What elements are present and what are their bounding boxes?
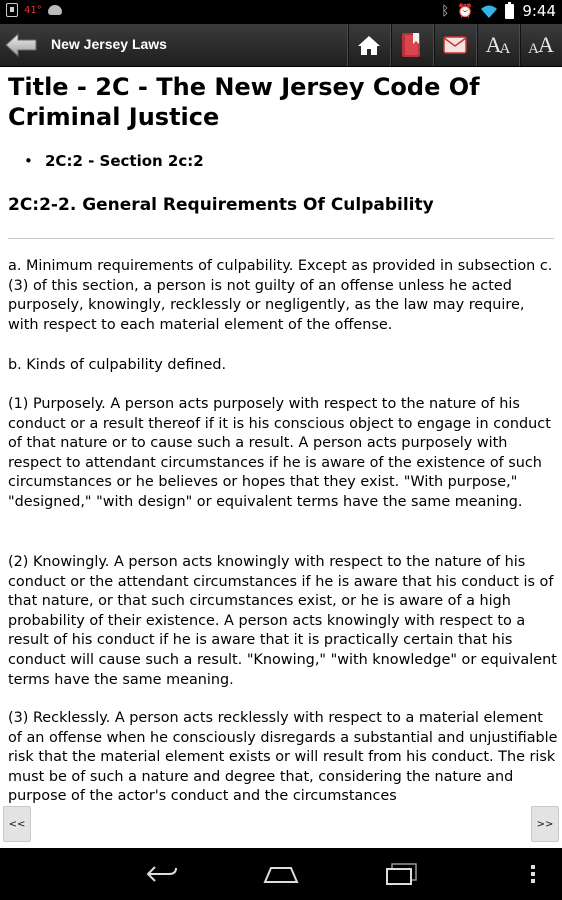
nav-menu-button[interactable] [518, 860, 548, 888]
nav-back-button[interactable] [142, 860, 182, 888]
alarm-icon: ⏰ [457, 3, 474, 19]
pager-bar [0, 804, 562, 848]
temperature-text: 41° [24, 4, 42, 16]
home-button[interactable] [347, 24, 390, 66]
font-decrease-icon: A A [485, 32, 511, 57]
android-debug-icon [48, 5, 62, 15]
paragraph-knowingly: (2) Knowingly. A person acts knowingly with respect to the nature of his conduct or the attendant circumstances if he is aware that his conduct is of that nature, or that such circumstances exist, or he is aware of a high probability of their existence. A person acts knowingly with respect to a result of his conduct if he is aware that it is practically certain that his conduct will cause such a result. "Knowing," "with knowledge" or equivalent terms have the same meaning. [8, 554, 557, 688]
mail-button[interactable] [433, 24, 476, 66]
recent-apps-icon [384, 862, 418, 886]
section-heading: 2C:2-2. General Requirements Of Culpability [8, 195, 434, 215]
overflow-menu-icon [530, 864, 536, 884]
action-bar [0, 24, 562, 67]
clock-time: 9:44 [522, 2, 556, 20]
paragraph-purposely: (1) Purposely. A person acts purposely with respect to the nature of his conduct or a result thereof if it is his conscious object to engage in conduct of that nature or to cause such a result. A person acts purposely with respect to attendant circumstances if he is aware of the existence of such circumstances or he believes or hopes that they exist. "With purpose," "designed," "with design" or equivalent terms have the same meaning. [8, 396, 551, 510]
law-content[interactable] [0, 66, 562, 804]
back-button[interactable] [4, 31, 38, 59]
previous-page-button[interactable]: << [3, 806, 31, 842]
nav-recent-apps-button[interactable] [381, 860, 421, 888]
next-page-button[interactable]: >> [531, 806, 559, 842]
law-title: Title - 2C - The New Jersey Code Of Criminal Justice [8, 73, 480, 131]
paragraph-recklessly: (3) Recklessly. A person acts recklessly with respect to a material element of an offense when he consciously disregards a substantial and unjustifiable risk that the material element exists or will result from his conduct. The risk must be of such a nature and degree that, considering the nature and purpose of the actor's conduct and the circumstances [8, 710, 558, 804]
system-navigation-bar [0, 848, 562, 900]
section-bullet-item[interactable]: • 2C:2 - Section 2c:2 [28, 152, 204, 170]
font-decrease-button[interactable] [476, 24, 519, 66]
wifi-icon [481, 5, 497, 18]
paragraph-b: b. Kinds of culpability defined. [8, 357, 227, 373]
back-arrow-icon [4, 31, 38, 59]
mail-icon [443, 36, 467, 54]
bookmark-button[interactable] [390, 24, 433, 66]
status-bar [0, 0, 562, 24]
divider [8, 238, 554, 239]
bluetooth-icon: ᛒ [441, 3, 450, 19]
bookmark-icon [401, 32, 423, 58]
font-increase-button[interactable] [519, 24, 562, 66]
nav-home-button[interactable] [261, 860, 301, 888]
font-increase-icon: A A [528, 32, 554, 57]
home-icon [357, 34, 381, 56]
nav-home-icon [263, 864, 299, 884]
download-notification-icon [6, 3, 18, 17]
nav-back-icon [145, 864, 179, 884]
app-title: New Jersey Laws [51, 36, 167, 52]
paragraph-a: a. Minimum requirements of culpability. Except as provided in subsection c.(3) of this section, a person is not guilty of an offense unless he acted purposely, knowingly, recklessly or negligently, as the law may require, with respect to each material element of the offense. [8, 258, 553, 333]
battery-icon [505, 4, 514, 19]
